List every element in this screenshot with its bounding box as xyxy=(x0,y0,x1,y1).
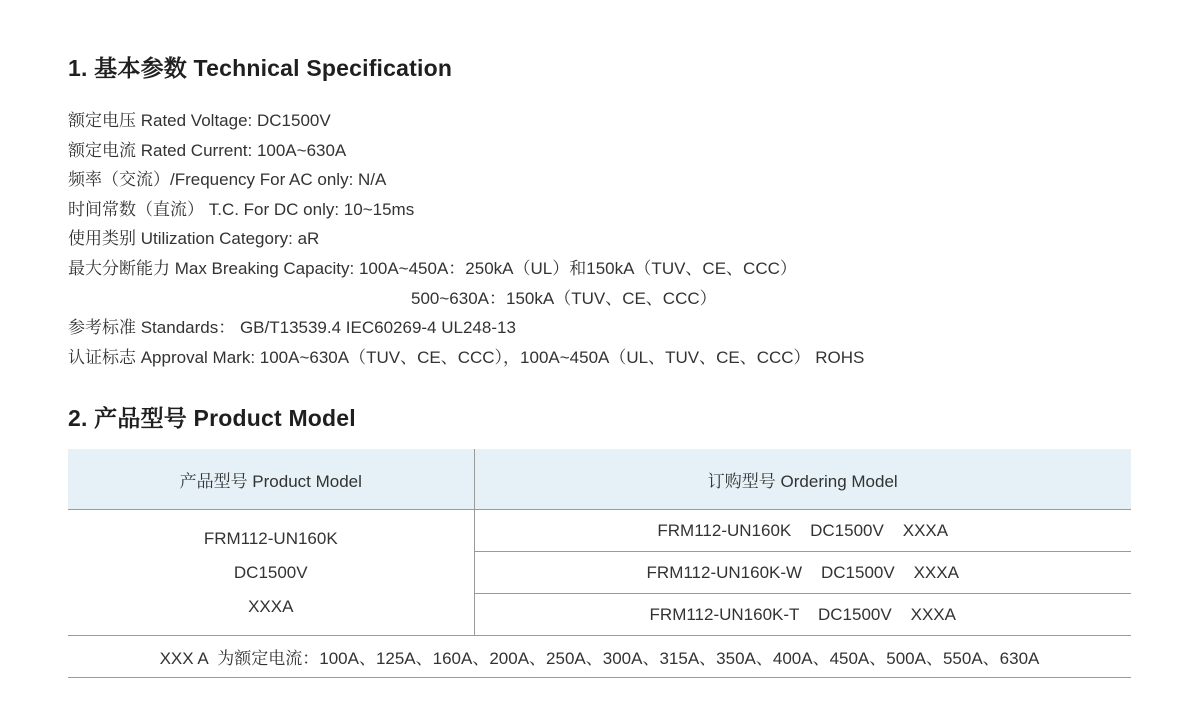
spec-breaking-capacity-cont: 500~630A：150kA（TUV、CE、CCC） xyxy=(411,288,717,308)
spec-breaking-capacity: 最大分断能力 Max Breaking Capacity: 100A~450A：250kA（UL）和150kA（TUV、CE、CCC） xyxy=(68,258,797,278)
ordering-model-header: 订购型号 Ordering Model xyxy=(474,449,1131,510)
spec-time-constant: 时间常数（直流） T.C. For DC only: 10~15ms xyxy=(68,199,415,219)
product-model-current: XXXA xyxy=(248,596,294,616)
spec-utilization-category: 使用类别 Utilization Category: aR xyxy=(68,229,320,249)
product-model-table xyxy=(68,449,1131,678)
technical-spec-title: 1. 基本参数 Technical Specification xyxy=(68,55,453,81)
ordering-model-2: FRM112-UN160K-W DC1500V XXXA xyxy=(474,552,1131,594)
spec-approval-mark: 认证标志 Approval Mark: 100A~630A（TUV、CE、CCC），100A~450A（UL、TUV、CE、CCC） ROHS xyxy=(68,347,865,367)
spec-standards: 参考标准 Standards： GB/T13539.4 IEC60269-4 UL248-13 xyxy=(68,318,516,338)
product-model-name: FRM112-UN160K xyxy=(203,528,338,548)
table-row xyxy=(68,510,1131,552)
table-note-row xyxy=(68,636,1131,678)
spec-rated-voltage: 额定电压 Rated Voltage: DC1500V xyxy=(68,111,331,130)
product-model-header: 产品型号 Product Model xyxy=(68,449,474,510)
spec-frequency: 频率（交流）/Frequency For AC only: N/A xyxy=(68,170,387,190)
rated-current-note: XXX A 为额定电流：100A、125A、160A、200A、250A、300A、315A、350A、400A、450A、500A、550A、630A xyxy=(68,636,1131,678)
table-header-row xyxy=(68,449,1131,510)
product-model-voltage: DC1500V xyxy=(233,562,308,582)
product-model-cell xyxy=(68,510,474,636)
spec-rated-current: 额定电流 Rated Current: 100A~630A xyxy=(68,140,347,160)
ordering-model-1: FRM112-UN160K DC1500V XXXA xyxy=(474,510,1131,552)
spec-list xyxy=(68,106,1148,372)
product-model-title: 2. 产品型号 Product Model xyxy=(68,405,356,431)
ordering-model-3: FRM112-UN160K-T DC1500V XXXA xyxy=(474,594,1131,636)
